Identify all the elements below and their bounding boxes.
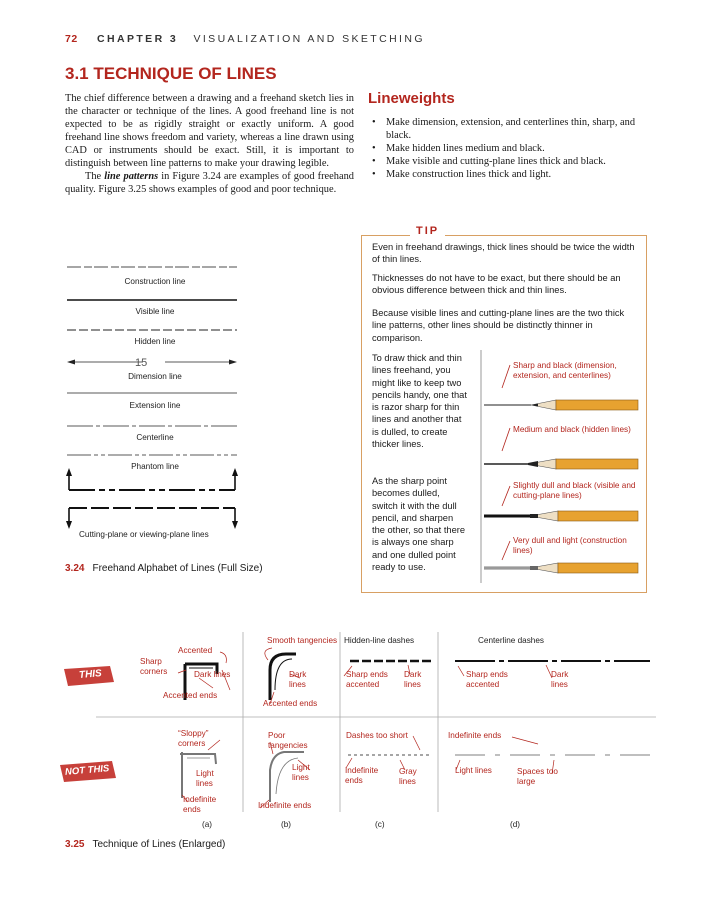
this-label: THIS xyxy=(78,668,103,681)
ann-spaces-too-large: Spaces too large xyxy=(517,767,558,786)
ann-dark-lines-c: Dark lines xyxy=(404,670,422,689)
sublabel-d: (d) xyxy=(510,820,521,829)
tip-paragraph: As the sharp point becomes dulled, switch it with the dull pencil, and sharpen the other, so that there is always one sharp and one dulled point ready to use. xyxy=(372,476,466,573)
chapter-label: CHAPTER 3 xyxy=(97,33,179,45)
pencil-sharp-icon xyxy=(484,400,638,410)
body-text xyxy=(65,92,354,196)
label-phantom: Phantom line xyxy=(131,462,179,471)
ann-indefinite-ends-c: Indefinite ends xyxy=(345,766,379,785)
tip-paragraph: To draw thick and thin lines freehand, you might like to keep two pencils handy, one that is razor sharp for thin lines and another that is dulled, to create thicker lines. xyxy=(372,353,467,450)
list-item: • Make dimension, extension, and centerlines thin, sharp, and black. xyxy=(372,116,657,142)
label-extension: Extension line xyxy=(129,401,181,410)
tip-paragraph: Thicknesses do not have to be exact, but there should be an obvious difference between thick and thin lines. xyxy=(372,273,621,296)
running-header xyxy=(65,33,425,45)
ann-gray-lines: Gray lines xyxy=(399,767,417,786)
ann-sharp-ends-d: Sharp ends accented xyxy=(466,670,508,689)
section-title: 3.1 TECHNIQUE OF LINES xyxy=(65,64,277,83)
chapter-title: VISUALIZATION AND SKETCHING xyxy=(193,33,425,45)
ann-indefinite-ends-b: Indefinite ends xyxy=(258,801,312,810)
dimension-value: 15 xyxy=(135,357,148,369)
not-this-label: NOT THIS xyxy=(64,763,110,778)
col-c-head: Hidden-line dashes xyxy=(344,636,415,645)
figure-caption-3-25: 3.25 Technique of Lines (Enlarged) xyxy=(65,839,226,850)
label-visible: Visible line xyxy=(135,307,175,316)
ann-accented-ends-a: Accented ends xyxy=(163,691,218,700)
label-hidden: Hidden line xyxy=(134,337,176,346)
tip-paragraph: Even in freehand drawings, thick lines should be twice the width of thin lines. xyxy=(372,242,635,265)
cutting-plane-line xyxy=(66,468,238,490)
col-b-head: Smooth tangencies xyxy=(267,636,338,645)
pencil-label-very-dull: Very dull and light (construction lines) xyxy=(513,536,627,555)
label-cutting-plane: Cutting-plane or viewing-plane lines xyxy=(79,530,209,539)
sublabel-a: (a) xyxy=(202,820,213,829)
pencil-label-medium: Medium and black (hidden lines) xyxy=(513,425,631,434)
viewing-plane-line xyxy=(65,500,245,530)
ann-dark-lines-d: Dark lines xyxy=(551,670,569,689)
label-construction: Construction line xyxy=(124,277,186,286)
emphasis-line-patterns: line patterns xyxy=(104,171,159,182)
label-dimension: Dimension line xyxy=(128,372,182,381)
lineweights-list xyxy=(372,116,657,181)
ann-indefinite-ends-d: Indefinite ends xyxy=(448,731,502,740)
lineweights-title: Lineweights xyxy=(368,90,455,107)
ann-light-lines-b: Light lines xyxy=(292,763,310,782)
line-alphabet-figure xyxy=(65,262,245,512)
ann-light-lines-d: Light lines xyxy=(455,766,492,775)
ann-accented-ends-b: Accented ends xyxy=(263,699,318,708)
sublabel-c: (c) xyxy=(375,820,385,829)
ann-sharp-ends-c: Sharp ends accented xyxy=(346,670,388,689)
sublabel-b: (b) xyxy=(281,820,292,829)
page-number: 72 xyxy=(65,33,78,45)
list-item: • Make construction lines thick and light. xyxy=(372,168,657,181)
ann-accented: Accented xyxy=(178,646,213,655)
pencil-label-slightly-dull: Slightly dull and black (visible and cutting-plane lines) xyxy=(513,481,636,500)
list-item: • Make visible and cutting-plane lines thick and black. xyxy=(372,155,657,168)
col-d-head: Centerline dashes xyxy=(478,636,544,645)
list-item: • Make hidden lines medium and black. xyxy=(372,142,657,155)
ann-indefinite-ends-a: Indefinite ends xyxy=(183,795,217,814)
pencil-medium-icon xyxy=(484,459,638,469)
ann-poor-tangencies: Poor tangencies xyxy=(268,731,308,750)
pencil-slightly-dull-icon xyxy=(484,511,638,521)
ann-dashes-too-short: Dashes too short xyxy=(346,731,408,740)
label-centerline: Centerline xyxy=(136,433,174,442)
ann-light-lines-a: Light lines xyxy=(196,769,214,788)
paragraph-2: The line patterns in Figure 3.24 are examples of good freehand quality. Figure 3.25 shows examples of good and poor technique. xyxy=(65,171,354,195)
paragraph-1: The chief difference between a drawing and a freehand sketch lies in the character or technique of the lines. A good freehand line is not expected to be as rigidly straight or exactly uniform. A good freehand line shows freedom and variety, whereas a line drawn using CAD or instruments should be exact. Still, it is important to distinguish between line patterns to make your drawing legible. xyxy=(65,93,354,169)
figure-caption-3-24: 3.24 Freehand Alphabet of Lines (Full Size) xyxy=(65,563,263,574)
pencil-label-sharp: Sharp and black (dimension, extension, and centerlines) xyxy=(513,361,617,380)
tip-label: TIP xyxy=(410,225,445,237)
ann-dark-lines-b: Dark lines xyxy=(289,670,307,689)
pencil-very-dull-icon xyxy=(484,563,638,573)
ann-sharp-corners: Sharp corners xyxy=(140,657,168,676)
tip-paragraph: Because visible lines and cutting-plane lines are the two thick line patterns, other lines should be distinctly thinner in comparison. xyxy=(372,308,625,343)
ann-sloppy-corners: “Sloppy” corners xyxy=(178,729,209,748)
ann-dark-lines-a: Dark lines xyxy=(194,670,231,679)
